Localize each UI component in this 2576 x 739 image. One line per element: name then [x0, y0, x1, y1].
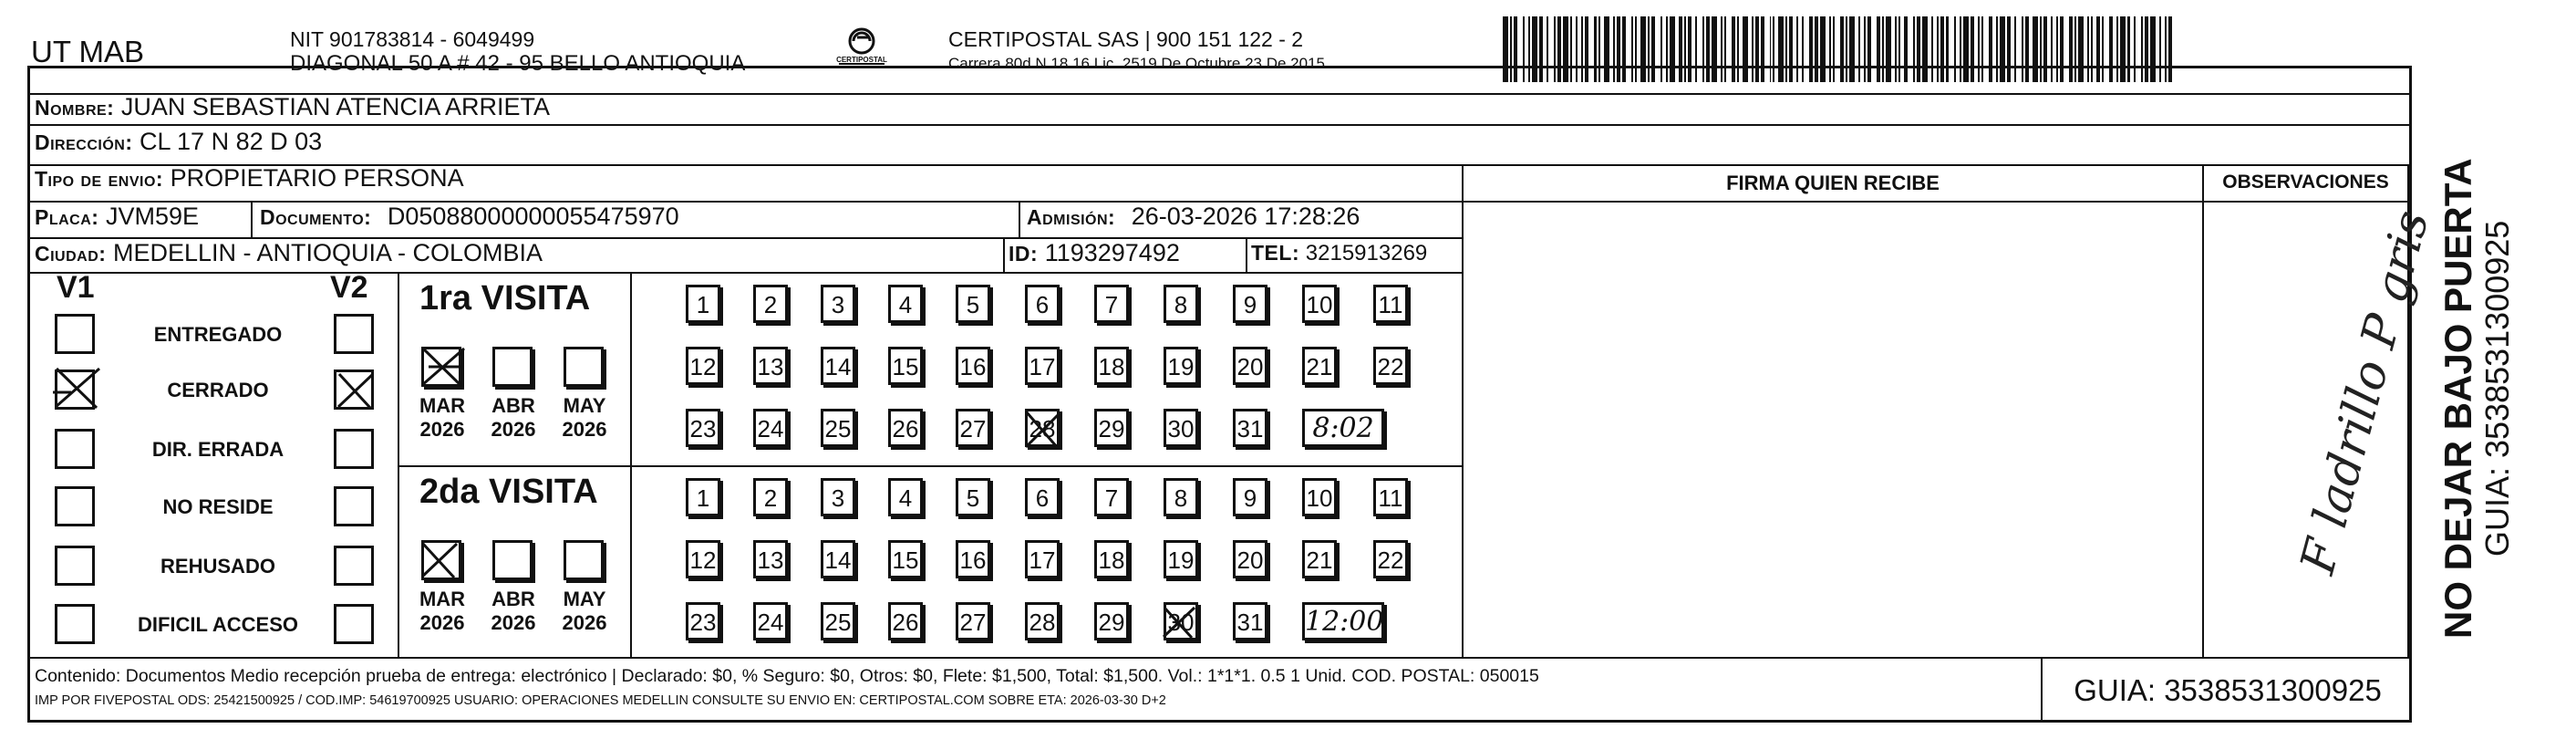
month-checkbox[interactable]	[421, 347, 461, 387]
v2-checkbox-dir-errada[interactable]	[334, 429, 374, 469]
carrier-license: Carrera 80d N 18 16 Lic. 2519 De Octubre 23 De 2015	[948, 55, 1325, 72]
status-label: ENTREGADO	[153, 323, 283, 346]
month-name: MAY	[563, 394, 606, 417]
day-box[interactable]: 30	[1164, 602, 1198, 640]
day-box[interactable]: 12	[686, 347, 720, 385]
month-year: 2026	[491, 611, 536, 634]
ciudad-value: MEDELLIN - ANTIOQUIA - COLOMBIA	[112, 239, 543, 266]
v1-checkbox-rehusado[interactable]	[55, 546, 95, 586]
observaciones-handwriting: F ladrillo P gris	[2290, 204, 2440, 580]
month-name: MAR	[419, 588, 466, 610]
footer-guia: GUIA: 3538531300925	[2074, 673, 2382, 707]
month-label	[553, 394, 616, 442]
day-box[interactable]: 1	[686, 478, 720, 516]
day-box[interactable]: 6	[1025, 285, 1060, 323]
status-label: DIFICIL ACCESO	[137, 613, 298, 636]
nombre-label: Nombre:	[35, 96, 115, 120]
direccion-row	[35, 128, 322, 156]
day-box[interactable]: 13	[753, 347, 788, 385]
company-name: UT MAB	[31, 35, 145, 68]
month-year: 2026	[562, 611, 607, 634]
day-box[interactable]: 11	[1373, 478, 1408, 516]
month-year: 2026	[562, 418, 607, 441]
month-name: ABR	[491, 588, 535, 610]
id-value: 1193297492	[1044, 239, 1180, 266]
day-box[interactable]: 29	[1094, 409, 1129, 447]
day-box[interactable]: 22	[1373, 540, 1408, 578]
v1-checkbox-dificil-acceso[interactable]	[55, 604, 95, 644]
day-box[interactable]: 12	[686, 540, 720, 578]
visit-time-box[interactable]: 12:00	[1302, 602, 1384, 640]
placa-cell	[35, 203, 199, 231]
day-box[interactable]: 7	[1094, 478, 1129, 516]
placa-value: JVM59E	[105, 203, 199, 230]
admision-value: 26-03-2026 17:28:26	[1131, 203, 1360, 230]
tel-cell	[1251, 241, 1427, 266]
day-box[interactable]: 23	[686, 602, 720, 640]
month-checkbox[interactable]	[492, 540, 533, 580]
day-box[interactable]: 23	[686, 409, 720, 447]
status-label: NO RESIDE	[162, 495, 274, 518]
month-year: 2026	[419, 418, 465, 441]
direccion-label: Dirección:	[35, 130, 133, 154]
admision-label: Admisión:	[1027, 205, 1116, 229]
day-box[interactable]: 22	[1373, 347, 1408, 385]
visit-title: 2da VISITA	[419, 473, 598, 511]
documento-value: D05088000000055475970	[387, 203, 679, 230]
day-box[interactable]: 2	[753, 285, 788, 323]
v1-checkbox-cerrado[interactable]	[55, 370, 95, 410]
tel-value: 3215913269	[1305, 241, 1428, 265]
day-box[interactable]: 14	[821, 347, 855, 385]
company-nit: NIT 901783814 - 6049499	[290, 27, 535, 51]
day-box[interactable]: 26	[888, 409, 923, 447]
tipo-label: Tipo de envio:	[35, 167, 164, 191]
month-label	[481, 394, 545, 442]
month-checkbox[interactable]	[421, 540, 461, 580]
v2-checkbox-dificil-acceso[interactable]	[334, 604, 374, 644]
day-box[interactable]: 31	[1233, 409, 1267, 447]
month-label	[553, 588, 616, 635]
day-box[interactable]: 19	[1164, 347, 1198, 385]
day-box[interactable]: 28	[1025, 602, 1060, 640]
day-box[interactable]: 15	[888, 540, 923, 578]
month-label	[481, 588, 545, 635]
company-address: DIAGONAL 50 A # 42 - 95 BELLO ANTIOQUIA	[290, 51, 746, 76]
day-box[interactable]: 26	[888, 602, 923, 640]
day-box[interactable]: 18	[1094, 347, 1129, 385]
day-box[interactable]: 19	[1164, 540, 1198, 578]
day-box[interactable]: 20	[1233, 540, 1267, 578]
tipo-value: PROPIETARIO PERSONA	[170, 164, 464, 192]
day-box[interactable]: 10	[1302, 285, 1337, 323]
carrier-name: CERTIPOSTAL SAS | 900 151 122 - 2	[948, 27, 1304, 51]
day-box[interactable]: 9	[1233, 285, 1267, 323]
day-box[interactable]: 15	[888, 347, 923, 385]
id-cell	[1009, 239, 1180, 267]
day-box[interactable]: 28	[1025, 409, 1060, 447]
v2-checkbox-cerrado[interactable]	[334, 370, 374, 410]
side-guia: GUIA: 3538531300925	[2478, 220, 2516, 557]
day-box[interactable]: 17	[1025, 347, 1060, 385]
day-box[interactable]: 16	[956, 347, 990, 385]
status-label: REHUSADO	[160, 555, 275, 578]
day-box[interactable]: 21	[1302, 347, 1337, 385]
day-box[interactable]: 7	[1094, 285, 1129, 323]
day-box[interactable]: 11	[1373, 285, 1408, 323]
v1-checkbox-no-reside[interactable]	[55, 486, 95, 526]
day-box[interactable]: 16	[956, 540, 990, 578]
day-box[interactable]: 3	[821, 285, 855, 323]
day-box[interactable]: 25	[821, 409, 855, 447]
id-label: ID:	[1009, 242, 1039, 265]
day-box[interactable]: 27	[956, 409, 990, 447]
nombre-value: JUAN SEBASTIAN ATENCIA ARRIETA	[120, 93, 550, 120]
v2-label: V2	[330, 270, 368, 305]
day-box[interactable]: 27	[956, 602, 990, 640]
documento-cell	[260, 203, 679, 231]
tel-label: TEL:	[1251, 241, 1300, 265]
day-box[interactable]: 25	[821, 602, 855, 640]
signature-area[interactable]	[1464, 203, 2202, 657]
day-box[interactable]: 31	[1233, 602, 1267, 640]
month-label	[410, 394, 474, 442]
month-year: 2026	[491, 418, 536, 441]
month-checkbox[interactable]	[492, 347, 533, 387]
month-year: 2026	[419, 611, 465, 634]
month-name: ABR	[491, 394, 535, 417]
month-checkbox[interactable]	[564, 540, 604, 580]
v2-checkbox-entregado[interactable]	[334, 314, 374, 354]
v1-label: V1	[57, 270, 95, 305]
status-label: DIR. ERRADA	[151, 438, 284, 461]
nombre-row	[35, 93, 550, 121]
day-box[interactable]: 21	[1302, 540, 1337, 578]
status-label: CERRADO	[167, 379, 269, 401]
ciudad-cell	[35, 239, 543, 267]
day-box[interactable]: 5	[956, 285, 990, 323]
documento-label: Documento:	[260, 205, 372, 229]
footer-imp: IMP POR FIVEPOSTAL ODS: 25421500925 / COD.IMP: 54619700925 USUARIO: OPERACIONES MEDELLIN CONSULTE SU ENVIO EN: CERTIPOSTAL.COM SOBRE ETA: 2026-03-30 D+2	[35, 693, 1166, 708]
day-box[interactable]: 30	[1164, 409, 1198, 447]
tipo-row	[35, 164, 464, 193]
side-warning: NO DEJAR BAJO PUERTA	[2436, 158, 2479, 639]
direccion-value: CL 17 N 82 D 03	[140, 128, 323, 155]
visit-title: 1ra VISITA	[419, 279, 591, 317]
day-box[interactable]: 1	[686, 285, 720, 323]
v2-checkbox-no-reside[interactable]	[334, 486, 374, 526]
v1-checkbox-entregado[interactable]	[55, 314, 95, 354]
month-name: MAY	[563, 588, 606, 610]
month-name: MAR	[419, 394, 466, 417]
day-box[interactable]: 13	[753, 540, 788, 578]
day-box[interactable]: 14	[821, 540, 855, 578]
day-box[interactable]: 29	[1094, 602, 1129, 640]
day-box[interactable]: 9	[1233, 478, 1267, 516]
day-box[interactable]: 18	[1094, 540, 1129, 578]
day-box[interactable]: 2	[753, 478, 788, 516]
v2-checkbox-rehusado[interactable]	[334, 546, 374, 586]
day-box[interactable]: 24	[753, 409, 788, 447]
footer-contenido: Contenido: Documentos Medio recepción prueba de entrega: electrónico | Declarado: $0, % Seguro: $0, Otros: $0, Flete: $1,500, Total: $1,500. Vol.: 1*1*1. 0.5 1 Unid. COD. POSTAL: 050015	[35, 666, 1539, 686]
observaciones-header: OBSERVACIONES	[2222, 172, 2389, 193]
firma-header: FIRMA QUIEN RECIBE	[1726, 172, 1940, 194]
month-checkbox[interactable]	[564, 347, 604, 387]
day-box[interactable]: 3	[821, 478, 855, 516]
logo-text: CERTIPOSTAL	[836, 56, 887, 64]
day-box[interactable]: 8	[1164, 478, 1198, 516]
placa-label: Placa:	[35, 205, 99, 229]
admision-cell	[1027, 203, 1360, 231]
day-box[interactable]: 20	[1233, 347, 1267, 385]
day-box[interactable]: 4	[888, 478, 923, 516]
ciudad-label: Ciudad:	[35, 242, 107, 265]
day-box[interactable]: 4	[888, 285, 923, 323]
day-box[interactable]: 5	[956, 478, 990, 516]
v1-checkbox-dir-errada[interactable]	[55, 429, 95, 469]
visit-time-box[interactable]: 8:02	[1302, 409, 1384, 447]
month-label	[410, 588, 474, 635]
day-box[interactable]: 24	[753, 602, 788, 640]
day-box[interactable]: 6	[1025, 478, 1060, 516]
day-box[interactable]: 8	[1164, 285, 1198, 323]
certipostal-logo	[821, 26, 903, 71]
day-box[interactable]: 10	[1302, 478, 1337, 516]
day-box[interactable]: 17	[1025, 540, 1060, 578]
